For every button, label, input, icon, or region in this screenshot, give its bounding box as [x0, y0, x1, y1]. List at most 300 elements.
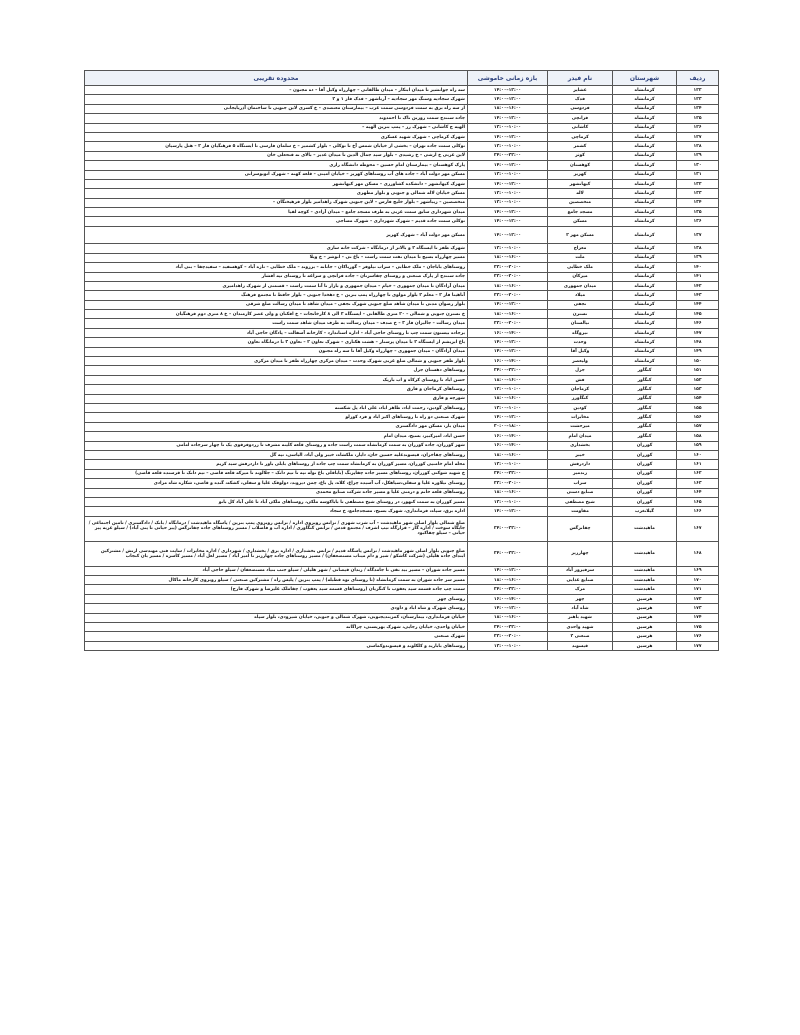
- cell-row-number: ۱۵۱: [677, 366, 719, 375]
- cell-row-number: ۱۵۳: [677, 385, 719, 394]
- cell-time-range: ۱۲:۰۰–۱۴:۰۰: [468, 338, 548, 347]
- cell-area: ضلع جنوبی بلوار اصلی شهر ماهیدشت / ترانس پاسگاه قدیم / ترانس بخشداری / اداره برق / بخشداری / شهرداری / اداره مخابرات / سایت فنی مهندسی ارتش / مشترکین ابتدای جاده هلیلی (شرکت کاشکو / شیر و دام میناب مستضعفان) / مسیر روستاهای جاده چهارزبر تا امیر آباد / مسیر لعل آباد / مسیر کاسره / مسیر بان کنجاب: [85, 541, 468, 566]
- table-row: [85, 291, 719, 300]
- table-row: [85, 226, 719, 244]
- table-row: [85, 375, 719, 384]
- table-row: [85, 263, 719, 272]
- cell-area: روستاهای گودین، رحمت اباد، طاهر اباد، علی اباد پل شکسته: [85, 404, 468, 413]
- cell-feeder: میرکان: [548, 272, 613, 281]
- cell-city: کوزران: [613, 441, 677, 450]
- cell-area: شورچه و فارق: [85, 394, 468, 403]
- cell-city: کوزران: [613, 469, 677, 478]
- cell-feeder: فش: [548, 375, 613, 384]
- cell-time-range: ۱۲:۰۰–۱۴:۰۰: [468, 347, 548, 356]
- outage-schedule-table: [84, 70, 719, 651]
- cell-city: کرمانشاه: [613, 95, 677, 104]
- cell-area: شهرک سجادیه وسنگ مهر سجادیه – آریاشهر – فدک فاز ۱ و ۲: [85, 95, 468, 104]
- table-row: [85, 576, 719, 585]
- cell-city: کرمانشاه: [613, 198, 677, 207]
- cell-area: خ شهید شوکتی کوزران، روستاهای مسیر جاده چقاپرنگ (باباقلی باغ نوله تپه تا تیم دانک – جلالوند تا میرکه قلعه قاضی – تیم دانک تا قرستده قلعه قاضی): [85, 469, 468, 478]
- cell-feeder: میرحشت: [548, 422, 613, 431]
- cell-area: لاین غربی خ ارشی – خ رشیدی – بلوار سید جمال الدین تا میدان غدیر – بالای نه قتحعلی خان: [85, 151, 468, 160]
- cell-time-range: ۱۲:۰۰–۱۴:۰۰: [468, 95, 548, 104]
- table-row: [85, 479, 719, 488]
- cell-city: کنگاور: [613, 413, 677, 422]
- cell-time-range: ۱۲:۰۰–۱۴:۰۰: [468, 161, 548, 170]
- cell-area: پارک کوهستان – بیمارستان امام حسین – محوطه دانشگاه رازی: [85, 161, 468, 170]
- table-row: [85, 594, 719, 603]
- cell-city: کرمانشاه: [613, 272, 677, 281]
- cell-time-range: ۲۰:۰۰–۲۲:۰۰: [468, 479, 548, 488]
- cell-city: کرمانشاه: [613, 217, 677, 226]
- cell-city: ماهیدشت: [613, 566, 677, 575]
- cell-time-range: ۱۲:۰۰–۱۴:۰۰: [468, 114, 548, 123]
- cell-city: هرسین: [613, 613, 677, 622]
- cell-row-number: ۱۷۰: [677, 576, 719, 585]
- cell-time-range: ۲۲:۰۰–۲۴:۰۰: [468, 541, 548, 566]
- cell-area: توکلی سمت جاده قدیم – شهرک شهرداری – شهرک مساجی: [85, 217, 468, 226]
- cell-city: کرمانشاه: [613, 300, 677, 309]
- cell-feeder: صنعتی ۲: [548, 632, 613, 641]
- table-row: [85, 328, 719, 337]
- cell-city: کرمانشاه: [613, 132, 677, 141]
- cell-area: جاده سنندج سمت روزبن ناک تا احمدوند: [85, 114, 468, 123]
- cell-feeder: سراب: [548, 479, 613, 488]
- cell-time-range: ۲۰:۰۰–۲۲:۰۰: [468, 272, 548, 281]
- cell-feeder: جزل: [548, 366, 613, 375]
- cell-row-number: ۱۴۸: [677, 338, 719, 347]
- cell-city: کرمانشاه: [613, 319, 677, 328]
- cell-feeder: کوهستان: [548, 161, 613, 170]
- cell-time-range: ۱۲:۰۰–۱۴:۰۰: [468, 208, 548, 217]
- cell-area: باغ ابریشم از ایستگاه ۲ تا میدان پرستار – هشت هکتاری – شهرک تعاون ۲ – تعاون ۳ تا درمانگاه تعاون: [85, 338, 468, 347]
- cell-area: الهیه ج کاشانی – شهرک رز – پمپ بنزین الهیه –: [85, 123, 468, 132]
- cell-row-number: ۱۲۹: [677, 151, 719, 160]
- cell-feeder: بخشداری: [548, 441, 613, 450]
- cell-area: شهرک کرماچی – شهرک شهید عسکری: [85, 132, 468, 141]
- cell-area: شهرک صنعتی دو راه تا روستاهای اکبر اباد و فرد کوزلو: [85, 413, 468, 422]
- cell-time-range: ۱۴:۰۰–۱۶:۰۰: [468, 328, 548, 337]
- cell-city: کرمانشاه: [613, 170, 677, 179]
- cell-area: سه راه جوانشیر تا میدان ابتکار – میدان طالقانی – چهارراه وکیل آقا – ده مجنون –: [85, 86, 468, 95]
- cell-city: کرمانشاه: [613, 244, 677, 253]
- cell-feeder: خیبر: [548, 450, 613, 459]
- cell-row-number: ۱۵۶: [677, 413, 719, 422]
- cell-feeder: کشمر: [548, 142, 613, 151]
- cell-row-number: ۱۷۵: [677, 623, 719, 632]
- cell-row-number: ۱۴۲: [677, 281, 719, 290]
- cell-city: کوزران: [613, 479, 677, 488]
- cell-feeder: کاشانی: [548, 123, 613, 132]
- cell-city: ماهیدشت: [613, 585, 677, 594]
- cell-time-range: ۱۰:۰۰–۱۲:۰۰: [468, 244, 548, 253]
- cell-row-number: ۱۷۶: [677, 632, 719, 641]
- cell-feeder: چقانرگس: [548, 516, 613, 541]
- cell-row-number: ۱۲۲: [677, 86, 719, 95]
- cell-row-number: ۱۴۶: [677, 319, 719, 328]
- table-header-row: [85, 71, 719, 86]
- cell-city: کرمانشاه: [613, 151, 677, 160]
- cell-area: روستای چهر: [85, 594, 468, 603]
- cell-area: مسکن مهر دولت آباد – جاده های آب روستاهای کهریز – خیابان امینی – قلعه کهنه – شهرک اتوبوسرانی: [85, 170, 468, 179]
- cell-row-number: ۱۲۸: [677, 142, 719, 151]
- cell-area: مسکن مهر دولت آباد – شهرک کهریز: [85, 226, 468, 244]
- cell-row-number: ۱۲۶: [677, 123, 719, 132]
- cell-row-number: ۱۶۲: [677, 469, 719, 478]
- cell-area: روستای شهرک و شاه اباد و داودی: [85, 604, 468, 613]
- table-row: [85, 469, 719, 478]
- table-row: [85, 613, 719, 622]
- cell-area: شهرک کیهانشهر – دانشکده کشاورزی – مسکن مهر کیهانشهر: [85, 179, 468, 188]
- cell-city: کرمانشاه: [613, 310, 677, 319]
- cell-feeder: زندمیر: [548, 469, 613, 478]
- cell-time-range: ۱۲:۰۰–۱۴:۰۰: [468, 217, 548, 226]
- cell-feeder: مسجد جامع: [548, 208, 613, 217]
- cell-time-range: ۱۰:۰۰–۱۲:۰۰: [468, 460, 548, 469]
- cell-area: شهرک صنعتی: [85, 632, 468, 641]
- cell-row-number: ۱۷۱: [677, 585, 719, 594]
- cell-feeder: کهریز: [548, 170, 613, 179]
- cell-time-range: ۱۶:۰۰–۱۸:۰۰: [468, 253, 548, 262]
- cell-time-range: ۲۰:۰۰–۲۲:۰۰: [468, 632, 548, 641]
- cell-row-number: ۱۵۲: [677, 375, 719, 384]
- cell-city: کنگاور: [613, 394, 677, 403]
- cell-city: کنگاور: [613, 366, 677, 375]
- cell-feeder: ولیعصر: [548, 357, 613, 366]
- cell-feeder: سرفیروز آباد: [548, 566, 613, 575]
- cell-feeder: ملت: [548, 253, 613, 262]
- cell-time-range: ۱۰:۰۰–۱۲:۰۰: [468, 641, 548, 650]
- table-row: [85, 338, 719, 347]
- table-row: [85, 300, 719, 309]
- cell-city: کنگاور: [613, 385, 677, 394]
- cell-time-range: ۱۲:۰۰–۱۴:۰۰: [468, 604, 548, 613]
- cell-area: جاده سنندج از پارک صنعتی و روستای چقاسرتان – جاده فرانچی و سراغه تا روستای تپه افشار: [85, 272, 468, 281]
- cell-time-range: ۱۰:۰۰–۱۲:۰۰: [468, 404, 548, 413]
- cell-area: میدان شهرداری سابق سمت غربی به طرف مسجد جامع – میدان آزادی – کوچه لقیا: [85, 208, 468, 217]
- cell-area: مسیر سر جاده شوران به سمت کرمانشاه (تا روستای توه قطبله) / پمپ بنزین / پلیس راه / مشترکین صنعتی / سیلو روبروی کارخانه ماکال: [85, 576, 468, 585]
- cell-row-number: ۱۶۳: [677, 479, 719, 488]
- table-row: [85, 95, 719, 104]
- cell-feeder: مقاومت: [548, 507, 613, 516]
- cell-area: روستای نیلاوره علیا و سفلی،سیاهکل، آب آسیده چراغ، کلاه، پل باغ، چمن دیزوند، دولوقک علیا و سفلی، کشکه، گنده و قاضی، شکاره شاه مرادی: [85, 479, 468, 488]
- cell-time-range: ۲۰:۰۰–۲۲:۰۰: [468, 319, 548, 328]
- cell-time-range: ۱۲:۰۰–۱۴:۰۰: [468, 413, 548, 422]
- cell-time-range: ۱۰:۰۰–۱۲:۰۰: [468, 385, 548, 394]
- cell-area: مسیر چهارراه بسیج تا میدان نفت سمت راست – باغ نی – انوشر – خ ویلا: [85, 253, 468, 262]
- cell-area: بلوار ظفر جنوبی و شمالی ضلع غربی شهرک وحدت – میدان مرکزی چهارراه ظفر تا میدان مرکزی: [85, 357, 468, 366]
- cell-area: ضلع شمالی بلوار اصلی شهر ماهیدشت – آب شرب شهری / ترانس روبروی اداره / ترانس روبروی پمپ بنزین / پاسگاه ماهیدشت / درمانگاه / بانک / دادگستری / تامین اجتماعی / جایگاه سوخت / اداره گاز – قرارگاه تیپ اشرف / مجتمع قدس / ترانس کنگاوری / اداره آب و فاضلاب / مسیر روستاهای جاده چقانرگس (پیر حیاتی تا پنی آباد) / سیلو عربه پیر حیاتی – سیلو چقاکبود: [85, 516, 468, 541]
- cell-feeder: وکیل آقا: [548, 347, 613, 356]
- cell-feeder: شهید واحدی: [548, 623, 613, 632]
- cell-row-number: ۱۴۰: [677, 263, 719, 272]
- cell-feeder: کرماجان: [548, 385, 613, 394]
- cell-area: توکلی سمت جاده تهران – بخشی از خیابان شمس آخ تا توکلی – بلوار کشمیر – خ سلمان فارسی تا ایستگاه ۵ فرهنگیان فاز ۲ – هتل پارسیان: [85, 142, 468, 151]
- cell-row-number: ۱۳۲: [677, 179, 719, 188]
- cell-area: برجاده بیستون سمت چپ تا روستای حاجی آباد – اداره استاندارد – کارخانه آسفالت – پادگان حاجی آباد: [85, 328, 468, 337]
- table-row: [85, 432, 719, 441]
- cell-city: کرمانشاه: [613, 179, 677, 188]
- cell-city: ماهیدشت: [613, 516, 677, 541]
- cell-city: کرمانشاه: [613, 263, 677, 272]
- cell-row-number: ۱۴۳: [677, 291, 719, 300]
- table-row: [85, 632, 719, 641]
- cell-row-number: ۱۶۸: [677, 541, 719, 566]
- cell-row-number: ۱۵۴: [677, 394, 719, 403]
- cell-city: کرمانشاه: [613, 161, 677, 170]
- cell-time-range: ۱۶:۰۰–۱۸:۰۰: [468, 450, 548, 459]
- cell-time-range: ۱۲:۰۰–۱۴:۰۰: [468, 566, 548, 575]
- cell-row-number: ۱۳۰: [677, 161, 719, 170]
- cell-time-range: ۲۲:۰۰–۲۴:۰۰: [468, 151, 548, 160]
- cell-time-range: ۱۶:۰۰–۱۸:۰۰: [468, 104, 548, 113]
- cell-feeder: وحدت: [548, 338, 613, 347]
- cell-time-range: ۱۲:۰۰–۱۴:۰۰: [468, 507, 548, 516]
- cell-area: خیابان واحدی، خیابان رجایی، شهرک بهزیستی، چراگانه: [85, 623, 468, 632]
- cell-time-range: ۱۲:۰۰–۱۴:۰۰: [468, 132, 548, 141]
- cell-time-range: ۱۴:۰۰–۱۶:۰۰: [468, 594, 548, 603]
- table-row: [85, 357, 719, 366]
- header-feeder: نام فیدر: [548, 71, 613, 86]
- cell-city: گیلانغرب: [613, 507, 677, 516]
- cell-feeder: نجفی: [548, 300, 613, 309]
- table-row: [85, 488, 719, 497]
- cell-time-range: ۱۶:۰۰–۱۸:۰۰: [468, 310, 548, 319]
- cell-city: کرمانشاه: [613, 291, 677, 300]
- cell-time-range: ۲۲:۰۰–۲۴:۰۰: [468, 366, 548, 375]
- cell-row-number: ۱۵۵: [677, 404, 719, 413]
- table-row: [85, 198, 719, 207]
- cell-city: کرمانشاه: [613, 281, 677, 290]
- cell-area: آناهیتا فاز ۲ – معلم ۲ بلوار مولوی تا چهارراه پمپ بنزین – خ دهخدا جنوبی – بلوار حافظ تا مجتمع فرهنگ: [85, 291, 468, 300]
- cell-row-number: ۱۲۷: [677, 132, 719, 141]
- cell-time-range: ۱۲:۰۰–۱۴:۰۰: [468, 86, 548, 95]
- cell-time-range: ۱۲:۰۰–۱۴:۰۰: [468, 226, 548, 244]
- cell-feeder: مخابرات: [548, 413, 613, 422]
- cell-feeder: صنایع دستی: [548, 488, 613, 497]
- cell-area: روستاهای دهستان جزل: [85, 366, 468, 375]
- cell-city: کرمانشاه: [613, 114, 677, 123]
- cell-feeder: چهر: [548, 594, 613, 603]
- cell-city: هرسین: [613, 641, 677, 650]
- cell-time-range: ۱۶:۰۰–۱۸:۰۰: [468, 488, 548, 497]
- table-row: [85, 347, 719, 356]
- cell-feeder: عشایر: [548, 86, 613, 95]
- table-row: [85, 86, 719, 95]
- cell-area: خیابان فرمانداری، بیمارستان، کمربندیجنوبی، شهرک شمالی و جنوبی، خیابان شیرودی، بلوار سپاه: [85, 613, 468, 622]
- cell-city: کرمانشاه: [613, 338, 677, 347]
- cell-feeder: شهید باهنر: [548, 613, 613, 622]
- table-row: [85, 404, 719, 413]
- cell-feeder: فدک: [548, 95, 613, 104]
- cell-city: کرمانشاه: [613, 253, 677, 262]
- table-row: [85, 366, 719, 375]
- cell-time-range: ۲۲:۰۰–۲۴:۰۰: [468, 585, 548, 594]
- cell-feeder: مسکن: [548, 217, 613, 226]
- cell-area: از سه راه برق به سمت فردوسی سمت غرب – بیمارستان معتضدی – خ کسری لاین جنوبی تا ساختمان آذربایجانی: [85, 104, 468, 113]
- cell-area: روستاهای قلعه خانم و درمنی علیا و مسیر جاده شرکت صنایع محمدی: [85, 488, 468, 497]
- table-row: [85, 281, 719, 290]
- cell-feeder: متخصصین: [548, 198, 613, 207]
- table-row: [85, 272, 719, 281]
- cell-feeder: نسترن: [548, 310, 613, 319]
- cell-time-range: ۲۲:۰۰–۲۴:۰۰: [468, 623, 548, 632]
- table-row: [85, 217, 719, 226]
- cell-area: بلوار رضوان مدنی تا میدان شاهد ضلع جنوبی شهرک نجفی – میدان شاهد تا میدان رسالت ضلع شرقی: [85, 300, 468, 309]
- table-row: [85, 541, 719, 566]
- cell-area: میدان آزادگان تا میدان جمهوری – خیام – میدان جمهوری و بازار تا آنا سمت راست – قسمتی از شهرک زاهدامیری: [85, 281, 468, 290]
- header-city: شهرستان: [613, 71, 677, 86]
- table-row: [85, 208, 719, 217]
- cell-time-range: ۱۲:۰۰–۱۴:۰۰: [468, 300, 548, 309]
- cell-row-number: ۱۳۷: [677, 226, 719, 244]
- cell-city: هرسین: [613, 594, 677, 603]
- cell-row-number: ۱۶۵: [677, 497, 719, 506]
- cell-row-number: ۱۴۱: [677, 272, 719, 281]
- table-row: [85, 170, 719, 179]
- table-row: [85, 114, 719, 123]
- cell-time-range: ۱۶:۰۰–۱۸:۰۰: [468, 576, 548, 585]
- cell-area: مسکن خیابان لاله شمالی و جنوبی و بلوار مطهری: [85, 189, 468, 198]
- table-row: [85, 244, 719, 253]
- cell-area: شهرک ظفر تا ایستگاه ۲ و بالاتر از درمانگاه – شرکت خانه سازی: [85, 244, 468, 253]
- table-row: [85, 142, 719, 151]
- table-row: [85, 385, 719, 394]
- cell-time-range: ۱۰:۰۰–۱۲:۰۰: [468, 198, 548, 207]
- cell-row-number: ۱۶۷: [677, 516, 719, 541]
- cell-area: مسیر کوزران به سمت کنهور، در روستای شیخ مصطفی تا باباکوسه ملکی، روستاهای ملکی آباد تا علی آباد کل بانو: [85, 497, 468, 506]
- cell-area: میدان آزادگان – میدان جمهوری – چهارراه وکیل آقا تا سه راه مجنون: [85, 347, 468, 356]
- cell-row-number: ۱۴۴: [677, 300, 719, 309]
- cell-row-number: ۱۲۵: [677, 114, 719, 123]
- cell-row-number: ۱۷۷: [677, 641, 719, 650]
- table-row: [85, 132, 719, 141]
- cell-row-number: ۱۵۸: [677, 432, 719, 441]
- cell-feeder: فردوسی: [548, 104, 613, 113]
- cell-city: کرمانشاه: [613, 86, 677, 95]
- table-row: [85, 319, 719, 328]
- cell-feeder: معراج: [548, 244, 613, 253]
- cell-city: کرمانشاه: [613, 347, 677, 356]
- table-row: [85, 497, 719, 506]
- cell-time-range: ۱۰:۰۰–۱۲:۰۰: [468, 497, 548, 506]
- cell-area: سمت چپ جاده قسمه سید یعقوب تا کنگریان (روستاهای قسمه سید یعقوب / چقاملک علیرضا و شهرک فارج): [85, 585, 468, 594]
- cell-time-range: ۱۶:۰۰–۱۸:۰۰: [468, 394, 548, 403]
- cell-time-range: ۱۴:۰۰–۱۶:۰۰: [468, 432, 548, 441]
- cell-feeder: میدان جمهوری: [548, 281, 613, 290]
- cell-time-range: ۱۰:۰۰–۱۲:۰۰: [468, 142, 548, 151]
- cell-feeder: کرماچی: [548, 132, 613, 141]
- table-row: [85, 413, 719, 422]
- cell-row-number: ۱۳۴: [677, 198, 719, 207]
- table-row: [85, 441, 719, 450]
- cell-time-range: ۲۰:۰۰–۲۲:۰۰: [468, 291, 548, 300]
- cell-time-range: ۱۰:۰۰–۱۲:۰۰: [468, 123, 548, 132]
- cell-area: روستاهای چقاخزان، قیسوندعلیه حسین خان، دایار، ملکشاه، خیبر ولی آباد، الیاسی، تپه گل: [85, 450, 468, 459]
- cell-row-number: ۱۶۰: [677, 450, 719, 459]
- cell-city: هرسین: [613, 632, 677, 641]
- cell-city: کرمانشاه: [613, 104, 677, 113]
- cell-feeder: کیهانشهر: [548, 179, 613, 188]
- table-row: [85, 641, 719, 650]
- cell-row-number: ۱۲۴: [677, 104, 719, 113]
- table-row: [85, 460, 719, 469]
- cell-row-number: ۱۳۸: [677, 244, 719, 253]
- cell-row-number: ۱۳۱: [677, 170, 719, 179]
- cell-feeder: صنایع غذایی: [548, 576, 613, 585]
- cell-city: ماهیدشت: [613, 576, 677, 585]
- cell-time-range: ۲۲:۰۰–۲۴:۰۰: [468, 516, 548, 541]
- cell-time-range: ۱۶:۰۰–۱۸:۰۰: [468, 613, 548, 622]
- cell-area: شهر کوزران، جاده کوزران به سمت کرمانشاه سمت راست جاده و روستای قلعه کلینه مشرف تا زردوفرقوی یک تا چهار سرجاده امامی: [85, 441, 468, 450]
- cell-city: ماهیدشت: [613, 541, 677, 566]
- cell-row-number: ۱۳۳: [677, 189, 719, 198]
- header-row-number: ردیف: [677, 71, 719, 86]
- cell-city: کوزران: [613, 450, 677, 459]
- table-row: [85, 604, 719, 613]
- cell-row-number: ۱۷۲: [677, 594, 719, 603]
- cell-area: حسن اباد تا روستای کرکاه و اب باریک: [85, 375, 468, 384]
- cell-time-range: ۱۸:۰۰–۲۰:۰۰: [468, 422, 548, 431]
- table-row: [85, 516, 719, 541]
- cell-feeder: نیروگاه: [548, 328, 613, 337]
- cell-row-number: ۱۳۵: [677, 208, 719, 217]
- cell-city: کرمانشاه: [613, 142, 677, 151]
- cell-city: کرمانشاه: [613, 189, 677, 198]
- cell-time-range: ۱۲:۰۰–۱۴:۰۰: [468, 179, 548, 188]
- cell-city: کنگاور: [613, 422, 677, 431]
- table-row: [85, 179, 719, 188]
- table-row: [85, 507, 719, 516]
- table-row: [85, 104, 719, 113]
- cell-area: مسیر جاده شوران – مسیر بید نقی تا جامدگاه / زندان قیصانی / شهر هلیلی / سیلو جنب بنیاد مستضعفان / سیلو حاجی آباد: [85, 566, 468, 575]
- table-row: [85, 189, 719, 198]
- cell-feeder: شاه آباد: [548, 604, 613, 613]
- cell-time-range: ۱۶:۰۰–۱۸:۰۰: [468, 375, 548, 384]
- cell-area: اداره برق، سپاه، فرمانداری، شهرک بسیج، مسجدجامع، خ سجاد: [85, 507, 468, 516]
- cell-row-number: ۱۵۰: [677, 357, 719, 366]
- cell-row-number: ۱۴۷: [677, 328, 719, 337]
- cell-feeder: لاله: [548, 189, 613, 198]
- cell-feeder: نیالستان: [548, 319, 613, 328]
- cell-area: روستاهای کرماجان و فارق: [85, 385, 468, 394]
- cell-city: کرمانشاه: [613, 226, 677, 244]
- table-row: [85, 422, 719, 431]
- cell-area: خ نسترن جنوبی و شمالی – ۲۰ متری طالقانی – ایستگاه ۲ الی ۸ کارخانجات – خ افکنان و ولی عصر کارمندان – خ ۸ متری دوم فرهنگیان: [85, 310, 468, 319]
- cell-feeder: کوثر: [548, 151, 613, 160]
- cell-city: کنگاور: [613, 432, 677, 441]
- cell-row-number: ۱۶۹: [677, 566, 719, 575]
- table-row: [85, 151, 719, 160]
- cell-city: کرمانشاه: [613, 208, 677, 217]
- cell-row-number: ۱۳۶: [677, 217, 719, 226]
- cell-row-number: ۱۴۹: [677, 347, 719, 356]
- cell-area: روستاهای بابارید و کلکلوند و قیسوندوکماسی: [85, 641, 468, 650]
- cell-city: کنگاور: [613, 375, 677, 384]
- cell-area: میدان بار، مسکن مهر دادگستری: [85, 422, 468, 431]
- cell-time-range: ۲۲:۰۰–۲۴:۰۰: [468, 469, 548, 478]
- cell-area: حسن اباد، امیرکبیر، بسیج، میدان امام: [85, 432, 468, 441]
- cell-feeder: چهارزبر: [548, 541, 613, 566]
- cell-row-number: ۱۲۳: [677, 95, 719, 104]
- cell-feeder: داردرفش: [548, 460, 613, 469]
- cell-city: هرسین: [613, 623, 677, 632]
- cell-time-range: ۱۴:۰۰–۱۶:۰۰: [468, 441, 548, 450]
- table-row: [85, 310, 719, 319]
- cell-city: کرمانشاه: [613, 123, 677, 132]
- cell-feeder: میدان امام: [548, 432, 613, 441]
- table-row: [85, 566, 719, 575]
